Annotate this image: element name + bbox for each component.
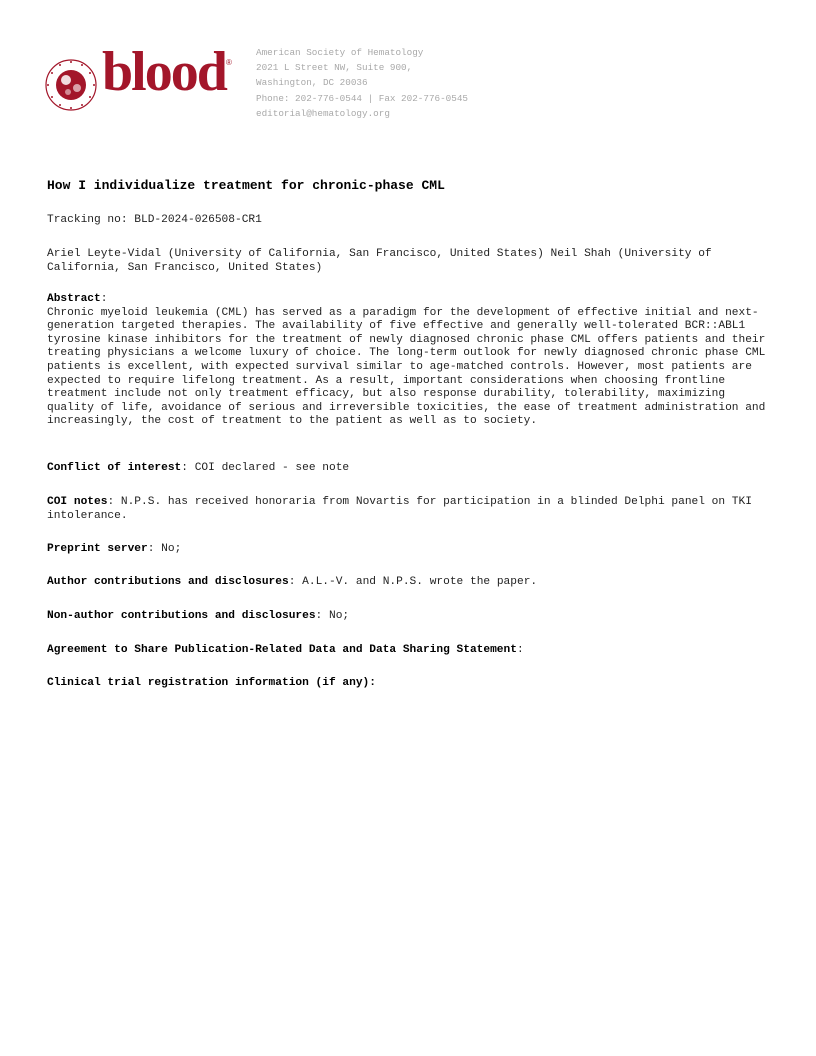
- preprint-value: No;: [161, 543, 182, 555]
- preprint-section: Preprint server: No;: [47, 543, 182, 555]
- clinical-trial-label: Clinical trial registration information (if any): [47, 677, 370, 689]
- contact-city: Washington, DC 20036: [256, 77, 368, 89]
- author-contributions-label: Author contributions and disclosures: [47, 576, 289, 588]
- abstract-section: Abstract: Chronic myeloid leukemia (CML) has served as a paradigm for the development of effective initial and next-generation targeted therapies. The availability of five effective and generally well-tolerated BCR::ABL1 tyrosine kinase inhibitors for the treatment of newly diagnosed chronic phase CML offers patients and their treating physicians a welcome luxury of choice. The long-term outlook for newly diagnosed chronic phase CML patients is excellent, with expected survival similar to age-matched controls. However, most patients are expected to require lifelong treatment. As a result, important considerations when choosing frontline treatment include not only treatment efficacy, but also response durability, tolerability, maximizing quality of life, avoidance of serious and irreversible toxicities, the ease of treatment administration and increasingly, the cost of treatment to the patient as well as to society.: [47, 293, 766, 428]
- contact-email[interactable]: editorial@hematology.org: [256, 107, 390, 119]
- preprint-label: Preprint server: [47, 543, 148, 555]
- author-contributions-section: Author contributions and disclosures: A.L.-V. and N.P.S. wrote the paper.: [47, 576, 538, 588]
- abstract-text: Chronic myeloid leukemia (CML) has served as a paradigm for the development of effective initial and next-generation targeted therapies. The availability of five effective and generally well-tolerated BCR::ABL1 tyrosine kinase inhibitors for the treatment of newly diagnosed chronic phase CML offers patients and their treating physicians a welcome luxury of choice. The long-term outlook for newly diagnosed chronic phase CML patients is excellent, with expected survival similar to age-matched controls. However, most patients are expected to require lifelong treatment. As a result, important considerations when choosing frontline treatment include not only treatment efficacy, but also response durability, tolerability, maximizing quality of life, avoidance of serious and irreversible toxicities, the ease of treatment administration and increasingly, the cost of treatment to the patient as well as to society.: [47, 306, 766, 428]
- data-sharing-label: Agreement to Share Publication-Related Data and Data Sharing Statement: [47, 644, 517, 656]
- abstract-label: Abstract: [47, 293, 101, 305]
- clinical-trial-section: Clinical trial registration information (if any):: [47, 677, 376, 689]
- ash-seal-icon: [44, 58, 98, 112]
- coi-section: Conflict of interest: COI declared - see note: [47, 462, 350, 474]
- registered-mark: ®: [226, 58, 232, 67]
- non-author-contributions-label: Non-author contributions and disclosures: [47, 610, 316, 622]
- non-author-contributions-value: No;: [328, 610, 350, 622]
- author-list: Ariel Leyte-Vidal (University of California, San Francisco, United States) Neil Shah (University of California, San Francisco, United States): [47, 248, 712, 274]
- contact-info: [256, 45, 468, 121]
- data-sharing-section: Agreement to Share Publication-Related Data and Data Sharing Statement:: [47, 644, 524, 656]
- coi-notes-value: N.P.S. has received honoraria from Novartis for participation in a blinded Delphi panel on TKI intolerance.: [47, 496, 752, 522]
- blood-journal-logo: [44, 41, 234, 108]
- document-title: How I individualize treatment for chronic-phase CML: [47, 178, 445, 193]
- non-author-contributions-section: Non-author contributions and disclosures: No;: [47, 610, 350, 622]
- author-contributions-value: A.L.-V. and N.P.S. wrote the paper.: [302, 576, 538, 588]
- logo-wordmark: blood: [102, 41, 226, 103]
- tracking-number: Tracking no: BLD-2024-026508-CR1: [47, 214, 262, 226]
- coi-notes-section: COI notes: N.P.S. has received honoraria from Novartis for participation in a blinded Delphi panel on TKI intolerance.: [47, 496, 752, 522]
- contact-street: 2021 L Street NW, Suite 900,: [256, 62, 413, 74]
- coi-notes-label: COI notes: [47, 496, 108, 508]
- coi-label: Conflict of interest: [47, 462, 182, 474]
- contact-phone: Phone: 202-776-0544 | Fax 202-776-0545: [256, 92, 469, 104]
- contact-org: American Society of Hematology: [256, 47, 424, 58]
- coi-value: COI declared - see note: [194, 462, 350, 474]
